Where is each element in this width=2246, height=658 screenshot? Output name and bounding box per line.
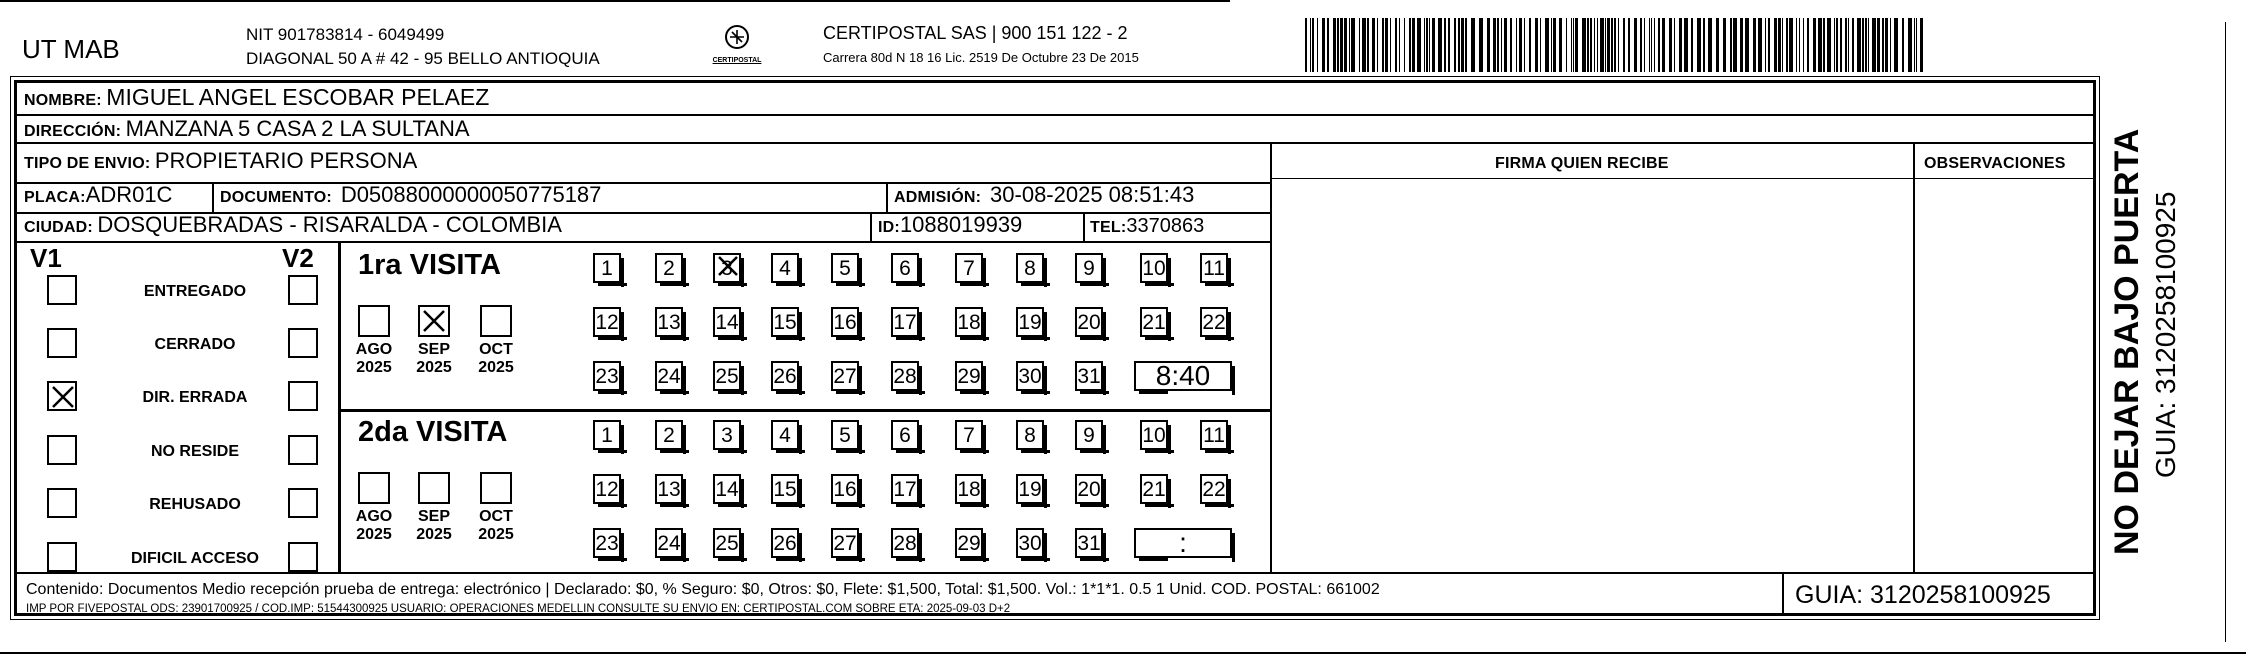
barcode-bar [1845,18,1847,72]
barcode-bar [1312,18,1314,72]
barcode-bar [1390,18,1391,72]
month-checkbox[interactable] [480,472,512,504]
day-box[interactable]: 18 [955,307,983,337]
day-box[interactable]: 25 [713,361,741,391]
barcode-bar [1432,18,1435,72]
company-name: UT MAB [22,34,120,64]
month-label [406,508,462,544]
day-box[interactable]: 8 [1016,420,1044,450]
barcode-bar [1504,18,1507,72]
barcode-bar [1840,18,1842,72]
barcode-bar [1519,18,1522,72]
barcode-bar [1753,18,1756,72]
month-name: AGO [355,508,393,525]
barcode-bar [1487,18,1490,72]
barcode-bar [1765,18,1766,72]
barcode-bar [1510,18,1512,72]
v1-checkbox[interactable] [47,542,77,572]
id-row [878,214,1022,236]
barcode-bar [1818,18,1822,72]
barcode-bar [1367,18,1369,72]
day-box[interactable]: 19 [1016,307,1044,337]
barcode [1305,14,1935,76]
barcode-bar [1730,18,1732,72]
barcode-bar [1317,18,1318,72]
barcode-bar [1862,18,1864,72]
barcode-bar [1344,18,1347,72]
day-box[interactable]: 3 [713,253,741,283]
barcode-bar [1684,18,1688,72]
barcode-bar [1716,18,1719,72]
carrier-license: Carrera 80d N 18 16 Lic. 2519 De Octubre 23 De 2015 [823,50,1139,65]
day-box[interactable]: 16 [831,474,859,504]
city-value: DOSQUEBRADAS - RISARALDA - COLOMBIA [97,212,562,237]
barcode-bar [1908,18,1912,72]
barcode-bar [1566,18,1567,72]
top-rule [0,0,1230,2]
barcode-bar [1799,18,1800,72]
barcode-bar [1571,18,1572,72]
month-year: 2025 [356,526,392,543]
barcode-bar [1669,18,1672,72]
day-box[interactable]: 29 [955,528,983,558]
barcode-bar [1399,18,1400,72]
recipient-name: MIGUEL ANGEL ESCOBAR PELAEZ [106,84,490,110]
barcode-bar [1340,18,1343,72]
month-checkbox[interactable] [358,305,390,337]
barcode-bar [1444,18,1446,72]
month-check-mark [420,307,448,335]
month-year: 2025 [416,526,452,543]
time-box[interactable]: 8:40 [1134,361,1232,391]
day-box[interactable]: 26 [771,528,799,558]
day-box[interactable]: 19 [1016,474,1044,504]
type-row [24,150,417,172]
month-name: OCT [479,341,513,358]
month-label [406,341,462,377]
day-box[interactable]: 4 [771,420,799,450]
barcode-bar [1614,18,1616,72]
plate-label: PLACA: [24,189,86,206]
status-option-label: DIFICIL ACCESO [130,550,259,567]
barcode-bar [1768,18,1770,72]
barcode-bar [1813,18,1816,72]
day-box[interactable]: 17 [891,474,919,504]
day-box[interactable]: 9 [1075,420,1103,450]
barcode-bar [1597,18,1598,72]
barcode-bar [1337,18,1339,72]
barcode-bar [1454,18,1456,72]
day-box[interactable]: 5 [831,420,859,450]
day-box[interactable]: 29 [955,361,983,391]
barcode-bar [1438,18,1442,72]
barcode-bar [1836,18,1838,72]
barcode-bar [1322,18,1325,72]
barcode-bar [1412,18,1415,72]
day-box[interactable]: 15 [771,307,799,337]
barcode-bar [1827,18,1831,72]
day-box[interactable]: 28 [891,361,919,391]
barcode-bar [1429,18,1430,72]
day-box[interactable]: 25 [713,528,741,558]
barcode-bar [1796,18,1797,72]
day-box[interactable]: 3 [713,420,741,450]
day-check-mark [715,253,741,279]
barcode-bar [1882,18,1884,72]
day-box[interactable]: 1 [593,253,621,283]
barcode-bar [1333,18,1336,72]
footer-print-info: IMP POR FIVEPOSTAL ODS: 23901700925 / COD.IMP: 51544300925 USUARIO: OPERACIONES MEDELLIN CONSULTE SU ENVIO EN: CERTIPOSTAL.COM SOBRE ETA: 2025-09-03 D+2 [26,603,1011,615]
status-option-label: CERRADO [154,336,236,353]
month-label [468,341,524,377]
barcode-bar [1575,18,1578,72]
day-box[interactable]: 20 [1075,307,1103,337]
day-box[interactable]: 26 [771,361,799,391]
barcode-bar [1594,18,1595,72]
barcode-bar [1448,18,1450,72]
barcode-bar [1362,18,1366,72]
admission-row [894,184,1194,206]
right-edge-rule [2225,22,2226,642]
v1-checkbox[interactable] [47,275,77,305]
barcode-bar [1305,18,1307,72]
v2-header: V2 [282,243,314,273]
barcode-bar [1786,18,1788,72]
day-box[interactable]: 13 [655,474,683,504]
barcode-bar [1877,18,1880,72]
document-label: DOCUMENTO: [220,189,332,206]
barcode-bar [1914,18,1915,72]
barcode-bar [1327,18,1329,72]
day-box[interactable]: 10 [1140,420,1168,450]
month-year: 2025 [478,359,514,376]
document-row [220,184,601,206]
v2-checkbox[interactable] [288,542,318,572]
day-box[interactable]: 14 [713,474,741,504]
city-row [24,214,562,236]
tel-row [1090,216,1204,236]
month-year: 2025 [478,526,514,543]
day-box[interactable]: 6 [891,420,919,450]
barcode-bar [1479,18,1483,72]
status-option-label: NO RESIDE [150,443,239,460]
barcode-bar [1890,18,1891,72]
day-box[interactable]: 9 [1075,253,1103,283]
day-box[interactable]: 1 [593,420,621,450]
barcode-bar [1848,18,1849,72]
logo-icon [717,24,757,52]
visit-title: 1ra VISITA [358,249,501,281]
id-label: ID: [878,219,900,236]
day-box[interactable]: 11 [1200,420,1228,450]
barcode-bar [1573,18,1574,72]
nit: NIT 901783814 - 6049499 [246,25,445,44]
barcode-bar [1628,18,1630,72]
barcode-bar [1740,18,1743,72]
v2-checkbox[interactable] [288,381,318,411]
barcode-bar [1382,18,1384,72]
barcode-bar [1778,18,1781,72]
day-box[interactable]: 11 [1200,253,1228,283]
day-box[interactable]: 18 [955,474,983,504]
day-box[interactable]: 2 [655,420,683,450]
city-label: CIUDAD: [24,219,93,236]
month-checkbox[interactable] [418,472,450,504]
barcode-bar [1404,18,1405,72]
barcode-bar [1857,18,1861,72]
v1-check-mark [49,383,77,411]
barcode-bar [1587,18,1589,72]
barcode-bar [1501,18,1502,72]
barcode-bar [1745,18,1749,72]
barcode-bar [1723,18,1726,72]
barcode-bar [1654,18,1655,72]
day-box[interactable]: 20 [1075,474,1103,504]
v1-checkbox[interactable] [47,328,77,358]
footer-guide: GUIA: 3120258100925 [1795,581,2051,609]
barcode-bar [1691,18,1693,72]
barcode-bar [1605,18,1606,72]
barcode-bar [1545,18,1549,72]
observations-header: OBSERVACIONES [1924,155,2066,172]
barcode-bar [1774,18,1777,72]
barcode-bar [1493,18,1496,72]
barcode-bar [1524,18,1525,72]
month-name: OCT [479,508,513,525]
day-box[interactable]: 7 [955,420,983,450]
barcode-bar [1697,18,1701,72]
day-box[interactable]: 14 [713,307,741,337]
document-value: D05088000000050775187 [340,182,602,207]
month-checkbox[interactable] [480,305,512,337]
admission-label: ADMISIÓN: [894,189,982,206]
barcode-bar [1733,18,1737,72]
barcode-bar [1789,18,1793,72]
id-value: 1088019939 [899,212,1023,237]
side-guide-number: GUIA: 3120258100925 [2150,191,2181,478]
status-option-label: REHUSADO [149,496,241,513]
month-label [468,508,524,544]
barcode-bar [1640,18,1642,72]
month-label [346,341,402,377]
visit-title: 2da VISITA [358,416,508,448]
barcode-bar [1703,18,1705,72]
tel-value: 3370863 [1126,215,1205,237]
day-box[interactable]: 24 [655,528,683,558]
barcode-bar [1623,18,1625,72]
barcode-bar [1618,18,1619,72]
barcode-bar [1894,18,1898,72]
barcode-bar [1649,18,1650,72]
signature-header: FIRMA QUIEN RECIBE [1495,155,1669,172]
barcode-bar [1349,18,1350,72]
barcode-bar [1803,18,1804,72]
admission-value: 30-08-2025 08:51:43 [990,182,1195,207]
barcode-bar [1872,18,1876,72]
barcode-bar [1409,18,1411,72]
day-box[interactable]: 24 [655,361,683,391]
v1-checkbox[interactable] [47,435,77,465]
bottom-rule [0,652,2246,654]
day-box[interactable]: 27 [831,361,859,391]
v1-checkbox[interactable] [47,488,77,518]
barcode-bar [1351,18,1355,72]
barcode-bar [1426,18,1428,72]
day-box[interactable]: 22 [1200,307,1228,337]
v2-checkbox[interactable] [288,275,318,305]
day-box[interactable]: 27 [831,528,859,558]
status-option-label: ENTREGADO [143,283,247,300]
barcode-bar [1644,18,1645,72]
barcode-bar [1868,18,1869,72]
barcode-bar [1758,18,1762,72]
barcode-bar [1916,18,1917,72]
barcode-bar [1385,18,1388,72]
day-box[interactable]: 30 [1016,361,1044,391]
barcode-bar [1551,18,1552,72]
day-box[interactable]: 30 [1016,528,1044,558]
address-row [24,118,470,140]
barcode-bar [1417,18,1421,72]
barcode-bar [1807,18,1809,72]
barcode-bar [1651,18,1652,72]
day-box[interactable]: 17 [891,307,919,337]
day-box[interactable]: 16 [831,307,859,337]
certipostal-logo [702,24,772,72]
day-box[interactable]: 12 [593,474,621,504]
plate-row [24,184,172,206]
day-box[interactable]: 5 [831,253,859,283]
barcode-bar [1674,18,1675,72]
shipment-type: PROPIETARIO PERSONA [154,148,418,173]
barcode-bar [1540,18,1541,72]
no-slip-under-door-warning: NO DEJAR BAJO PUERTA [2108,128,2146,555]
status-option-label: DIR. ERRADA [142,389,248,406]
day-box[interactable]: 31 [1075,361,1103,391]
barcode-bar [1461,18,1464,72]
barcode-bar [1607,18,1610,72]
barcode-bar [1865,18,1867,72]
barcode-bar [1359,18,1360,72]
v2-checkbox[interactable] [288,328,318,358]
v2-checkbox[interactable] [288,488,318,518]
month-year: 2025 [416,359,452,376]
footer-contents: Contenido: Documentos Medio recepción prueba de entrega: electrónico | Declarado: $0, % Seguro: $0, Otros: $0, Flete: $1,500, Total: $1,500. Vol.: 1*1*1. 0.5 1 Unid. COD. POSTAL: 661002 [26,581,1380,598]
barcode-bar [1424,18,1425,72]
barcode-bar [1920,18,1923,72]
month-name: AGO [355,341,393,358]
day-box[interactable]: 6 [891,253,919,283]
recipient-address: MANZANA 5 CASA 2 LA SULTANA [125,116,470,141]
barcode-bar [1834,18,1835,72]
month-year: 2025 [356,359,392,376]
barcode-bar [1310,18,1311,72]
barcode-bar [1902,18,1904,72]
time-box[interactable]: : [1134,528,1232,558]
carrier-name: CERTIPOSTAL SAS | 900 151 122 - 2 [823,23,1128,43]
v2-checkbox[interactable] [288,435,318,465]
day-box[interactable]: 13 [655,307,683,337]
day-box[interactable]: 2 [655,253,683,283]
v1-header: V1 [30,243,62,273]
logo-text: CERTIPOSTAL [712,57,762,64]
day-box[interactable]: 4 [771,253,799,283]
barcode-bar [1885,18,1888,72]
barcode-bar [1582,18,1586,72]
day-box[interactable]: 15 [771,474,799,504]
day-box[interactable]: 10 [1140,253,1168,283]
barcode-bar [1590,18,1592,72]
day-box[interactable]: 7 [955,253,983,283]
day-box[interactable]: 22 [1200,474,1228,504]
month-name: SEP [417,508,450,525]
barcode-bar [1458,18,1460,72]
barcode-bar [1553,18,1556,72]
name-row [24,86,489,109]
barcode-bar [1497,18,1499,72]
plate-value: ADR01C [85,182,173,207]
day-box[interactable]: 23 [593,361,621,391]
barcode-bar [1658,18,1660,72]
barcode-bar [1529,18,1531,72]
day-box[interactable]: 28 [891,528,919,558]
barcode-bar [1395,18,1397,72]
barcode-bar [1471,18,1475,72]
day-box[interactable]: 8 [1016,253,1044,283]
type-label: TIPO DE ENVIO: [24,155,151,172]
barcode-bar [1516,18,1517,72]
barcode-bar [1634,18,1637,72]
barcode-bar [1611,18,1613,72]
month-checkbox[interactable] [358,472,390,504]
day-box[interactable]: 12 [593,307,621,337]
barcode-bar [1708,18,1712,72]
day-box[interactable]: 21 [1140,307,1168,337]
barcode-bar [1782,18,1783,72]
day-box[interactable]: 31 [1075,528,1103,558]
sender-address: DIAGONAL 50 A # 42 - 95 BELLO ANTIOQUIA [246,49,600,68]
barcode-bar [1535,18,1538,72]
tel-label: TEL: [1090,219,1127,236]
barcode-bar [1377,18,1378,72]
day-box[interactable]: 21 [1140,474,1168,504]
day-box[interactable]: 23 [593,528,621,558]
barcode-bar [1600,18,1604,72]
barcode-bar [1852,18,1854,72]
month-label [346,508,402,544]
month-name: SEP [417,341,450,358]
barcode-bar [1679,18,1682,72]
barcode-bar [1372,18,1375,72]
name-label: NOMBRE: [24,92,102,109]
barcode-bar [1662,18,1665,72]
barcode-bar [1559,18,1562,72]
address-label: DIRECCIÓN: [24,123,122,140]
barcode-bar [1465,18,1467,72]
barcode-bar [1823,18,1825,72]
